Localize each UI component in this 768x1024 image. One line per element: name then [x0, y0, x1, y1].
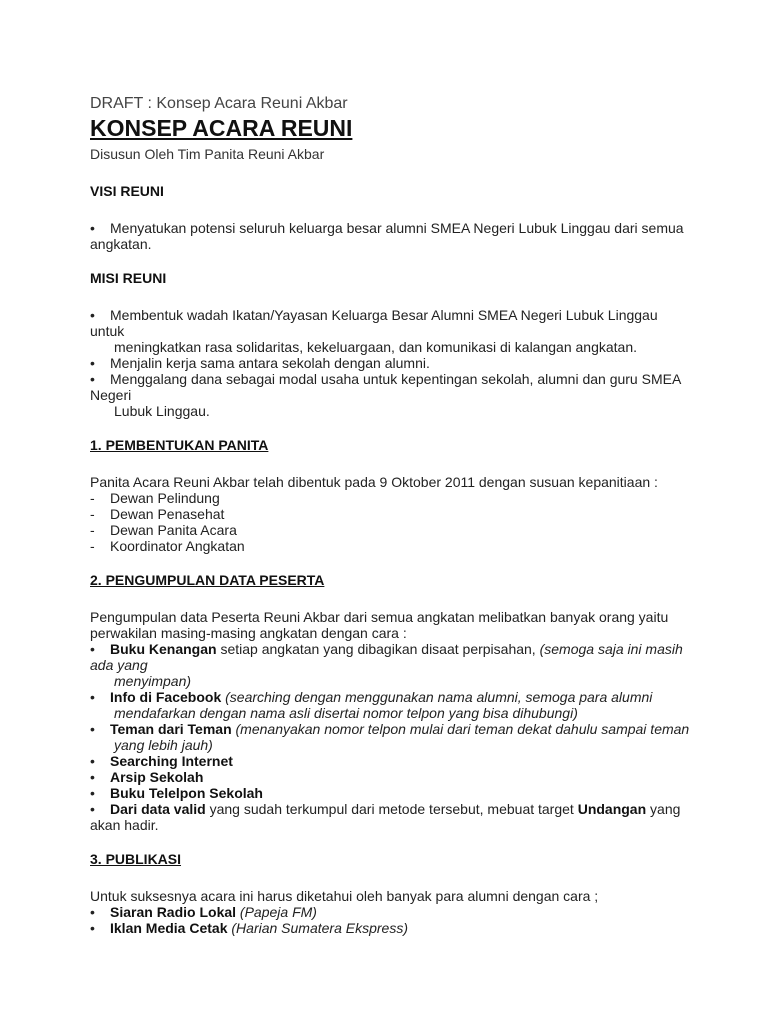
visi-heading: VISI REUNI [90, 183, 164, 199]
section-1-heading: 1. PEMBENTUKAN PANITA [90, 437, 269, 453]
list-item: - Koordinator Angkatan [90, 538, 690, 554]
misi-heading: MISI REUNI [90, 270, 167, 286]
list-item-cont: menyimpan) [114, 673, 192, 689]
list-item: • Arsip Sekolah [90, 769, 690, 785]
misi-item-3: • Menggalang dana sebagai modal usaha untuk kepentingan sekolah, alumni dan guru SMEA Negeri [90, 371, 690, 403]
list-item: • Teman dari Teman (menanyakan nomor telpon mulai dari teman dekat dahulu sampai teman [90, 721, 690, 737]
misi-item-1-cont: meningkatkan rasa solidaritas, kekeluargaan, dan komunikasi di kalangan angkatan. [114, 339, 637, 355]
misi-item-3-cont: Lubuk Linggau. [114, 403, 210, 419]
section-1-intro: Panita Acara Reuni Akbar telah dibentuk pada 9 Oktober 2011 dengan susuan kepanitiaan : [90, 474, 658, 490]
list-item: - Dewan Pelindung [90, 490, 690, 506]
draft-header: DRAFT : Konsep Acara Reuni Akbar [90, 95, 348, 112]
list-item: • Siaran Radio Lokal (Papeja FM) [90, 904, 690, 920]
list-item: - Dewan Panita Acara [90, 522, 690, 538]
list-item-cont: yang lebih jauh) [114, 737, 213, 753]
misi-item-2: • Menjalin kerja sama antara sekolah dengan alumni. [90, 355, 690, 371]
visi-item: • Menyatukan potensi seluruh keluarga besar alumni SMEA Negeri Lubuk Linggau dari semua angkatan. [90, 220, 690, 252]
list-item: • Buku Kenangan setiap angkatan yang dibagikan disaat perpisahan, (semoga saja ini masih ada yang [90, 641, 690, 673]
document-page [90, 94, 690, 936]
section-2-heading: 2. PENGUMPULAN DATA PESERTA [90, 572, 325, 588]
list-item-cont: mendafarkan dengan nama asli disertai nomor telpon yang bisa dihubungi) [114, 705, 578, 721]
page-title: KONSEP ACARA REUNI [90, 115, 353, 141]
list-item: • Info di Facebook (searching dengan menggunakan nama alumni, semoga para alumni [90, 689, 690, 705]
list-item: • Buku Telelpon Sekolah [90, 785, 690, 801]
list-item: • Dari data valid yang sudah terkumpul dari metode tersebut, mebuat target Undangan yang akan hadir. [90, 801, 690, 833]
misi-item-1: • Membentuk wadah Ikatan/Yayasan Keluarga Besar Alumni SMEA Negeri Lubuk Linggau untuk [90, 307, 690, 339]
subtitle: Disusun Oleh Tim Panita Reuni Akbar [90, 146, 325, 162]
list-item: - Dewan Penasehat [90, 506, 690, 522]
section-3-intro: Untuk suksesnya acara ini harus diketahui oleh banyak para alumni dengan cara ; [90, 888, 599, 904]
list-item: • Iklan Media Cetak (Harian Sumatera Ekspress) [90, 920, 690, 936]
section-3-heading: 3. PUBLIKASI [90, 851, 182, 867]
list-item: • Searching Internet [90, 753, 690, 769]
section-2-intro: Pengumpulan data Peserta Reuni Akbar dari semua angkatan melibatkan banyak orang yaitu perwakilan masing-masing angkatan dengan cara : [90, 609, 669, 641]
